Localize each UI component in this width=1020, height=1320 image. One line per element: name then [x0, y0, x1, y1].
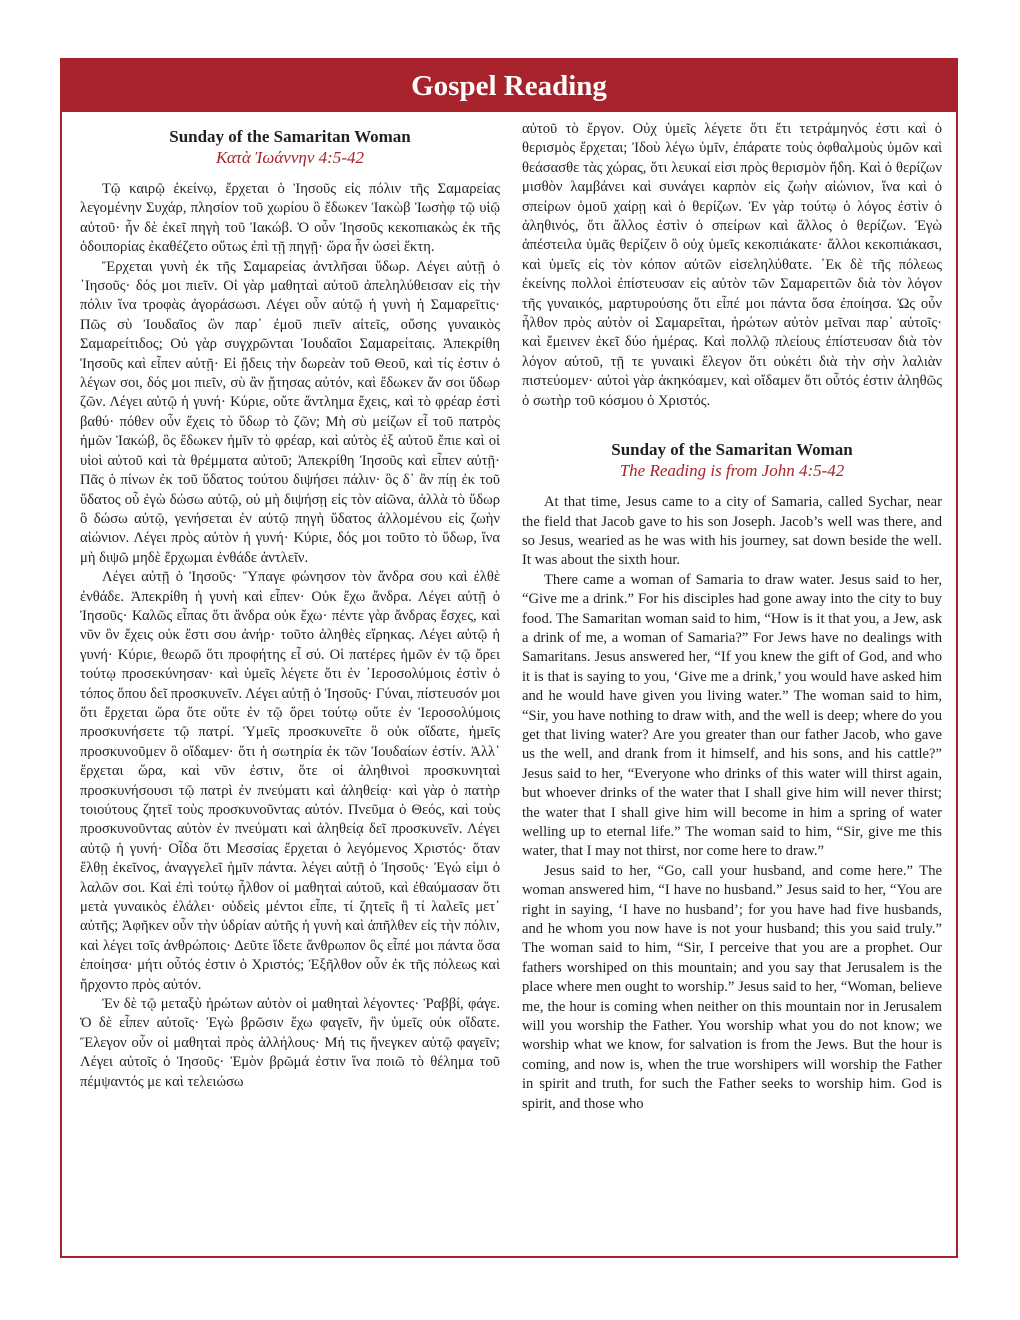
greek-paragraph: Ἐν δὲ τῷ μεταξὺ ἠρώτων αὐτὸν οἱ μαθηταὶ λέγοντες· Ῥαββί, φάγε. Ὁ δὲ εἶπεν αὐτοῖς· Ἐγὼ βρῶσιν ἔχω φαγεῖν, ἣν ὑμεῖς οὐκ οἴδατε. Ἔλεγον οὖν οἱ μαθηταὶ πρὸς ἀλλήλους· Μή τις ἤνεγκεν αὐτῷ φαγεῖν; Λέγει αὐτοῖς ὁ Ἰησοῦς· Ἐμὸν βρῶμά ἐστιν ἵνα ποιῶ τὸ θέλημα τοῦ πέμψαντός με καὶ τελειώσω [80, 996, 500, 1090]
english-reference: The Reading is from John 4:5-42 [619, 461, 845, 481]
greek-column [80, 126, 500, 1092]
banner-title: Gospel Reading [62, 60, 956, 112]
greek-continuation: αὐτοῦ τὸ ἔργον. Οὐχ ὑμεῖς λέγετε ὅτι ἔτι τετράμηνός ἐστι καὶ ὁ θερισμὸς ἔρχεται; Ἰδοὺ λέγω ὑμῖν, ἐπάρατε τοὺς ὀφθαλμοὺς ὑμῶν καὶ θεάσασθε τὰς χώρας, ὅτι λευκαί εἰσι πρὸς θερισμὸν ἤδη. Καὶ ὁ θερίζων μισθὸν λαμβάνει καὶ συνάγει καρπὸν εἰς ζωὴν αἰώνιον, ἵνα καὶ ὁ σπείρων ὁμοῦ χαίρῃ καὶ ὁ θερίζων. Ἐν γὰρ τούτῳ ὁ λόγος ἐστὶν ὁ ἀληθινός, ὅτι ἄλλος ἐστὶν ὁ σπείρων καὶ ἄλλος ὁ θερίζων. Ἐγὼ ἀπέστειλα ὑμᾶς θερίζειν ὃ οὐχ ὑμεῖς κεκοπιάκατε· ἄλλοι κεκοπιάκασι, καὶ ὑμεῖς εἰς τὸν κόπον αὐτῶν εἰσεληλύθατε. ᾿Εκ δὲ τῆς πόλεως ἐκείνης πολλοὶ ἐπίστευσαν εἰς αὐτὸν τῶν Σαμαρειτῶν διὰ τὸν λόγον τῆς γυναικός, μαρτυρούσης ὅτι εἶπέ μοι πάντα ὅσα ἐποίησα. Ὡς οὖν ἦλθον πρὸς αὐτὸν οἱ Σαμαρεῖται, ἠρώτων αὐτὸν μεῖναι παρ᾿ αὐτοῖς· καὶ ἔμεινεν ἐκεῖ δύο ἡμέρας. Καὶ πολλῷ πλείους ἐπίστευσαν διὰ τὸν λόγον αὐτοῦ, τῇ τε γυναικὶ ἔλεγον ὅτι οὐκέτι διὰ τὴν σὴν λαλιὰν πιστεύομεν· αὐτοὶ γὰρ ἀκηκόαμεν, καὶ οἴδαμεν ὅτι οὗτός ἐστιν ἀληθῶς ὁ σωτὴρ τοῦ κόσμου ὁ Χριστός. [522, 121, 942, 409]
greek-reference: Κατὰ Ἰωάννην 4:5-42 [216, 148, 364, 167]
greek-paragraph: Τῷ καιρῷ ἐκείνῳ, ἔρχεται ὁ Ἰησοῦς εἰς πόλιν τῆς Σαμαρείας λεγομένην Συχάρ, πλησίον τοῦ χωρίου ὃ ἔδωκεν Ἰακὼβ Ἰωσὴφ τῷ υἱῷ αὐτοῦ· ἦν δὲ ἐκεῖ πηγὴ τοῦ Ἰακώβ. Ὁ οὖν Ἰησοῦς κεκοπιακὼς ἐκ τῆς ὁδοιπορίας ἐκαθέζετο οὕτως ἐπὶ τῇ πηγῇ· ὥρα ἦν ὡσεὶ ἕκτη. [80, 181, 500, 256]
english-paragraph: There came a woman of Samaria to draw water. Jesus said to her, “Give me a drink.” For his disciples had gone away into the city to buy food. The Samaritan woman said to him, “How is it that you, a Jew, ask a drink of me, a woman of Samaria?” For Jews have no dealings with Samaritans. Jesus answered her, “If you knew the gift of God, and who it is that is saying to you, ‘Give me a drink,’ you would have asked him and he would have given you living water.” The woman said to him, “Sir, you have nothing to draw with, and the well is deep; where do you get that living water? Are you greater than our father Jacob, who gave us the well, and drank from it himself, and his sons, and his cattle?” Jesus said to her, “Everyone who drinks of this water will thirst again, but whoever drinks of the water that I shall give him will never thirst; the water that I shall give him will become in him a spring of water welling up to eternal life.” The woman said to him, “Sir, give me this water, that I may not thirst, nor come here to draw.” [522, 571, 942, 860]
english-title: Sunday of the Samaritan Woman [611, 440, 853, 460]
english-paragraph: Jesus said to her, “Go, call your husband, and come here.” The woman answered him, “I have no husband.” Jesus said to her, “You are right in saying, ‘I have no husband’; for you have had five husbands, and he whom you now have is not your husband; this you said truly.” The woman said to him, “Sir, I perceive that you are a prophet. Our fathers worshiped on this mountain; and you say that Jerusalem is the place where men ought to worship.” Jesus said to her, “Woman, believe me, the hour is coming when neither on this mountain nor in Jerusalem will you worship the Father. You worship what you do not know; we worship what we know, for salvation is from the Jews. But the hour is coming, and now is, when the true worshipers will worship the Father in spirit and truth, for such the Father seeks to worship him. God is spirit, and those who [522, 862, 942, 1112]
greek-title: Sunday of the Samaritan Woman [169, 127, 411, 146]
right-column [522, 120, 942, 1114]
greek-paragraph: Ἔρχεται γυνὴ ἐκ τῆς Σαμαρείας ἀντλῆσαι ὕδωρ. Λέγει αὐτῇ ὁ ᾿Ιησοῦς· δός μοι πιεῖν. Οἱ γὰρ μαθηταὶ αὐτοῦ ἀπεληλύθεισαν εἰς τὴν πόλιν ἵνα τροφὰς ἀγοράσωσι. Λέγει οὖν αὐτῷ ἡ γυνὴ ἡ Σαμαρεῖτις· Πῶς σὺ Ἰουδαῖος ὢν παρ᾿ ἐμοῦ πιεῖν αἰτεῖς, οὔσης γυναικὸς Σαμαρείτιδος; Οὐ γὰρ συγχρῶνται Ἰουδαῖοι Σαμαρείταις. Ἀπεκρίθη Ἰησοῦς καὶ εἶπεν αὐτῇ· Εἰ ᾔδεις τὴν δωρεὰν τοῦ Θεοῦ, καὶ τίς ἐστιν ὁ λέγων σοι, δός μοι πιεῖν, σὺ ἂν ᾔτησας αὐτόν, καὶ ἔδωκεν ἄν σοι ὕδωρ ζῶν. Λέγει αὐτῷ ἡ γυνή· Κύριε, οὔτε ἄντλημα ἔχεις, καὶ τὸ φρέαρ ἐστὶ βαθύ· πόθεν οὖν ἔχεις τὸ ὕδωρ τὸ ζῶν; Μὴ σὺ μείζων εἶ τοῦ πατρὸς ἡμῶν Ἰακώβ, ὃς ἔδωκεν ἡμῖν τὸ φρέαρ, καὶ αὐτὸς ἐξ αὐτοῦ ἔπιε καὶ οἱ υἱοὶ αὐτοῦ καὶ τὰ θρέμματα αὐτοῦ; Ἀπεκρίθη Ἰησοῦς καὶ εἶπεν αὐτῇ· Πᾶς ὁ πίνων ἐκ τοῦ ὕδατος τούτου διψήσει πάλιν· ὃς δ᾿ ἂν πίῃ ἐκ τοῦ ὕδατος οὗ ἐγὼ δώσω αὐτῷ, οὐ μὴ διψήσῃ εἰς τὸν αἰῶνα, ἀλλὰ τὸ ὕδωρ ὃ δώσω αὐτῷ, γενήσεται ἐν αὐτῷ πηγὴ ὕδατος ἁλλομένου εἰς ζωὴν αἰώνιον. Λέγει πρὸς αὐτὸν ἡ γυνή· Κύριε, δός μοι τοῦτο τὸ ὕδωρ, ἵνα μὴ διψῶ μηδὲ ἔρχωμαι ἐνθάδε ἀντλεῖν. [80, 258, 500, 566]
section-spacer [522, 411, 942, 439]
english-paragraph: At that time, Jesus came to a city of Samaria, called Sychar, near the field that Jacob gave to his son Joseph. Jacob’s well was there, and so Jesus, wearied as he was with his journey, sat down beside the well. It was about the sixth hour. [522, 494, 942, 569]
page-frame [60, 58, 958, 1258]
greek-paragraph: Λέγει αὐτῇ ὁ Ἰησοῦς· Ὕπαγε φώνησον τὸν ἄνδρα σου καὶ ἐλθὲ ἐνθάδε. Ἀπεκρίθη ἡ γυνὴ καὶ εἶπεν· Οὐκ ἔχω ἄνδρα. Λέγει αὐτῇ ὁ Ἰησοῦς· Καλῶς εἶπας ὅτι ἄνδρα οὐκ ἔχω· πέντε γὰρ ἄνδρας ἔσχες, καὶ νῦν ὃν ἔχεις οὐκ ἔστι σου ἀνήρ· τοῦτο ἀληθὲς εἴρηκας. Λέγει αὐτῷ ἡ γυνή· Κύριε, θεωρῶ ὅτι προφήτης εἶ σύ. Οἱ πατέρες ἡμῶν ἐν τῷ ὄρει τούτῳ προσεκύνησαν· καὶ ὑμεῖς λέγετε ὅτι ἐν ῾Ιεροσολύμοις ἐστὶν ὁ τόπος ὅπου δεῖ προσκυνεῖν. Λέγει αὐτῇ ὁ Ἰησοῦς· Γύναι, πίστευσόν μοι ὅτι ἔρχεται ὥρα ὅτε οὔτε ἐν τῷ ὄρει τούτῳ οὔτε ἐν Ἱεροσολύμοις προσκυνήσετε τῷ πατρί. Ὑμεῖς προσκυνεῖτε ὃ οὐκ οἴδατε, ἡμεῖς προσκυνοῦμεν ὃ οἴδαμεν· ὅτι ἡ σωτηρία ἐκ τῶν Ἰουδαίων ἐστίν. Ἀλλ᾿ ἔρχεται ὥρα, καὶ νῦν ἐστιν, ὅτε οἱ ἀληθινοὶ προσκυνηταὶ προσκυνήσουσι τῷ πατρὶ ἐν πνεύματι καὶ ἀληθείᾳ· καὶ γὰρ ὁ πατὴρ τοιούτους ζητεῖ τοὺς προσκυνοῦντας αὐτόν. Πνεῦμα ὁ Θεός, καὶ τοὺς προσκυνοῦντας αὐτὸν ἐν πνεύματι καὶ ἀληθείᾳ δεῖ προσκυνεῖν. Λέγει αὐτῷ ἡ γυνή· Οἶδα ὅτι Μεσσίας ἔρχεται ὁ λεγόμενος Χριστός· ὅταν ἔλθῃ ἐκεῖνος, ἀναγγελεῖ ἡμῖν πάντα. λέγει αὐτῇ ὁ Ἰησοῦς· Ἐγώ εἰμι ὁ λαλῶν σοι. Καὶ ἐπὶ τούτῳ ἦλθον οἱ μαθηταὶ αὐτοῦ, καὶ ἐθαύμασαν ὅτι μετὰ γυναικὸς ἐλάλει· οὐδεὶς μέντοι εἶπε, τί ζητεῖς ἢ τί λαλεῖς μετ᾿ αὐτῆς; Ἀφῆκεν οὖν τὴν ὑδρίαν αὐτῆς ἡ γυνὴ καὶ ἀπῆλθεν εἰς τὴν πόλιν, καὶ λέγει τοῖς ἀνθρώποις· Δεῦτε ἴδετε ἄνθρωπον ὃς εἶπέ μοι πάντα ὅσα ἐποίησα· μήτι οὗτός ἐστιν ὁ Χριστός; Ἐξῆλθον οὖν ἐκ τῆς πόλεως καὶ ἤρχοντο πρὸς αὐτόν. [80, 569, 500, 993]
